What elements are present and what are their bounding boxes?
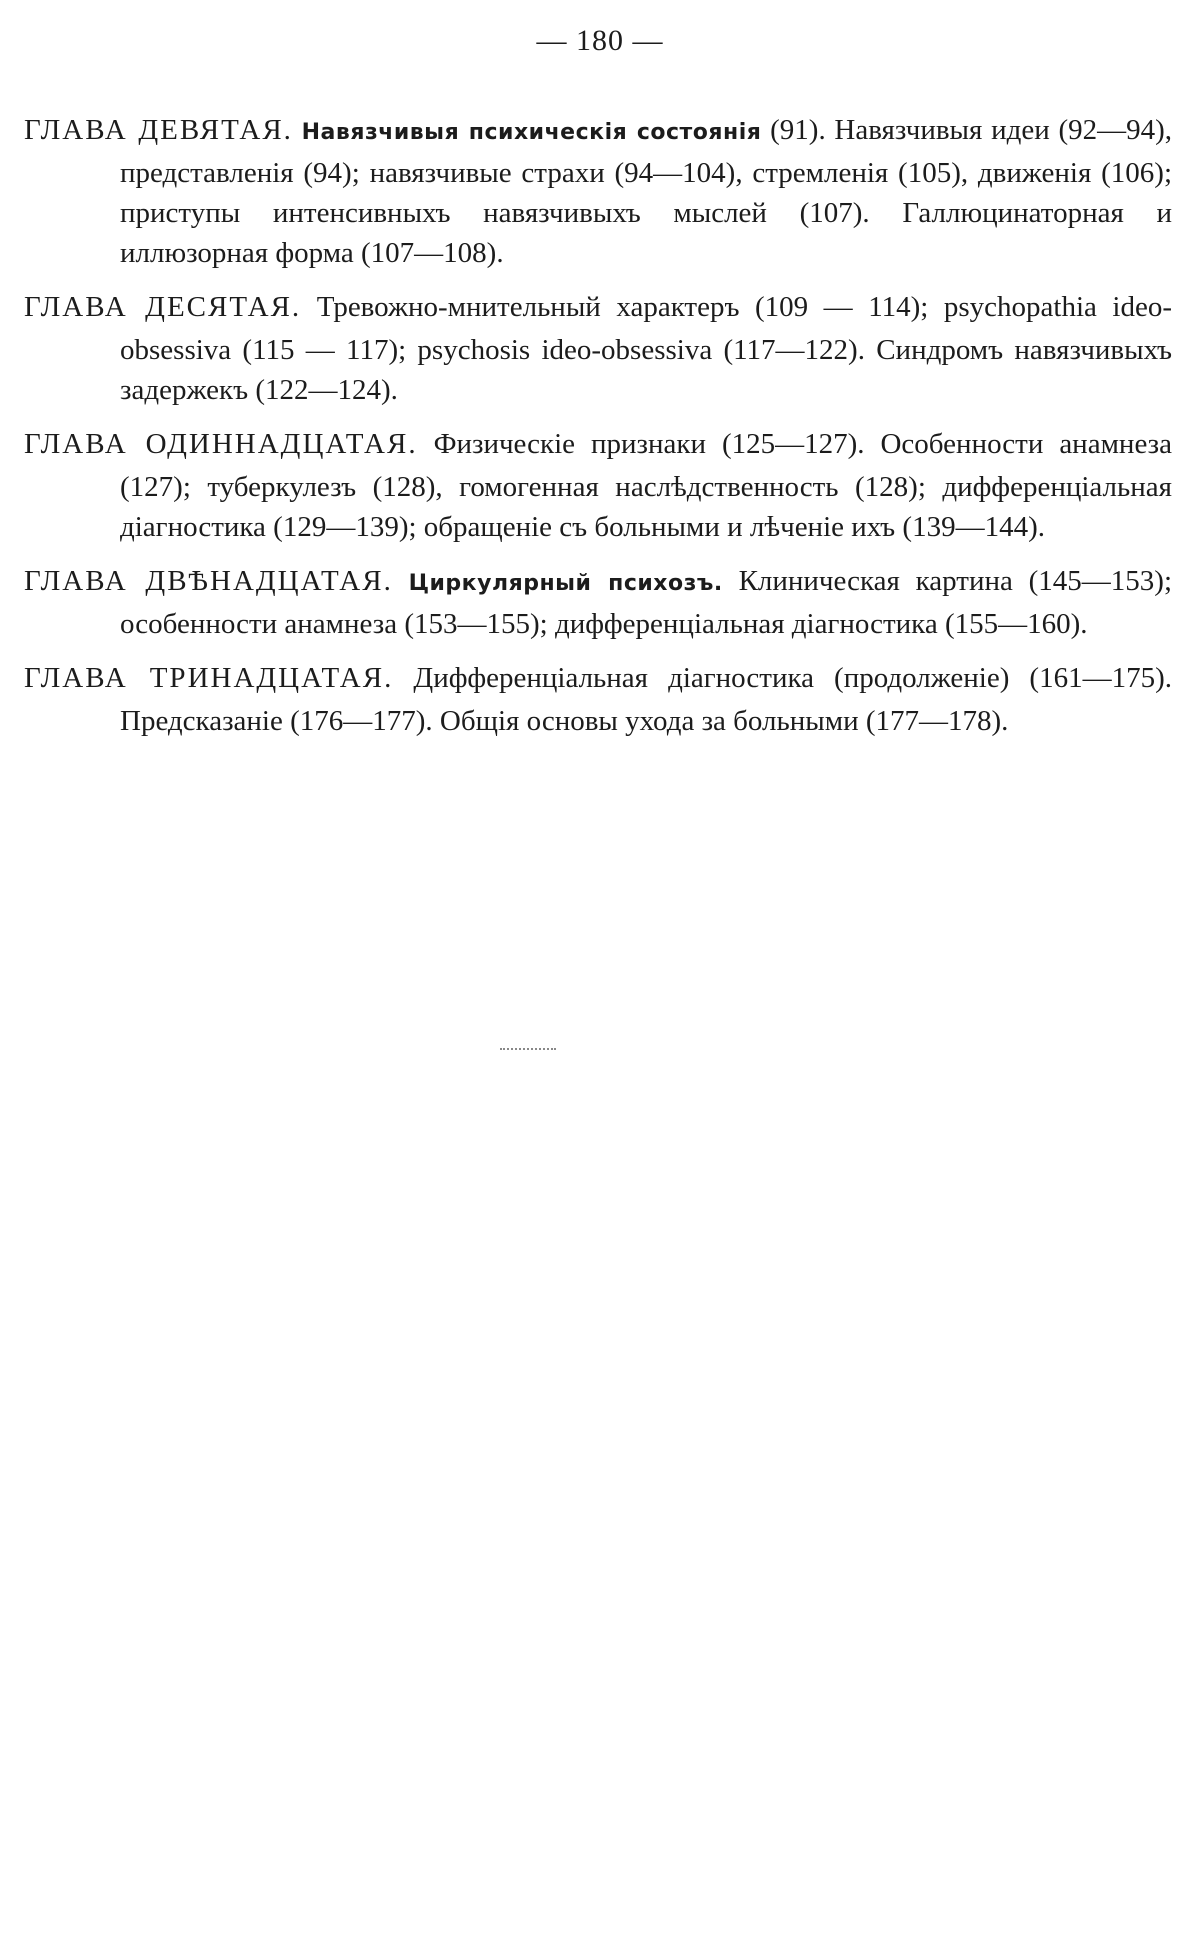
- chapter-heading: ГЛАВА ОДИННАДЦАТАЯ.: [24, 428, 418, 460]
- chapter-title: Навязчивыя психическія состоянія: [301, 120, 762, 145]
- chapter-title: Циркулярный психозъ.: [408, 571, 723, 596]
- chapter-heading: ГЛАВА ДЕСЯТАЯ.: [24, 291, 302, 323]
- toc-entry-chapter-11: [24, 424, 1172, 547]
- chapter-contents: (91). Навязчивыя идеи (92—94), представленія (94); навязчивые страхи (94—104), стремленія (105), движенія (106); приступы интенсивныхъ навязчивыхъ мыслей (107). Галлюцинаторная и иллюзорная форма (107—108).: [120, 114, 1173, 269]
- toc-entry-chapter-13: [24, 658, 1172, 741]
- toc-entry-chapter-12: [24, 561, 1172, 644]
- chapter-contents: Дифференціальная діагностика (продолженіе) (161—175). Предсказаніе (176—177). Общія основы ухода за больными (177—178).: [120, 662, 1172, 737]
- chapter-heading: ГЛАВА ТРИНАДЦАТАЯ.: [24, 662, 394, 694]
- table-of-contents: [24, 110, 1172, 755]
- chapter-contents: Физическіе признаки (125—127). Особенности анамнеза (127); туберкулезъ (128), гомогенная наслѣдственность (128); дифференціальная діагностика (129—139); обращеніе съ больными и лѣченіе ихъ (139—144).: [120, 428, 1172, 543]
- chapter-contents: Клиническая картина (145—153); особенности анамнеза (153—155); дифференціальная діагностика (155—160).: [120, 565, 1172, 640]
- chapter-heading: ГЛАВА ДВѢНАДЦАТАЯ.: [24, 565, 393, 597]
- page-number: — 180 —: [536, 24, 664, 57]
- chapter-contents: Тревожно-мнительный характеръ (109 — 114); psychopathia ideo-obsessiva (115 — 117); psychosis ideo-obsessiva (117—122). Синдромъ навязчивыхъ задержекъ (122—124).: [120, 291, 1172, 406]
- toc-entry-chapter-10: [24, 287, 1172, 410]
- toc-entry-chapter-9: [24, 110, 1172, 273]
- section-divider: [500, 1048, 556, 1050]
- chapter-heading: ГЛАВА ДЕВЯТАЯ.: [24, 114, 293, 146]
